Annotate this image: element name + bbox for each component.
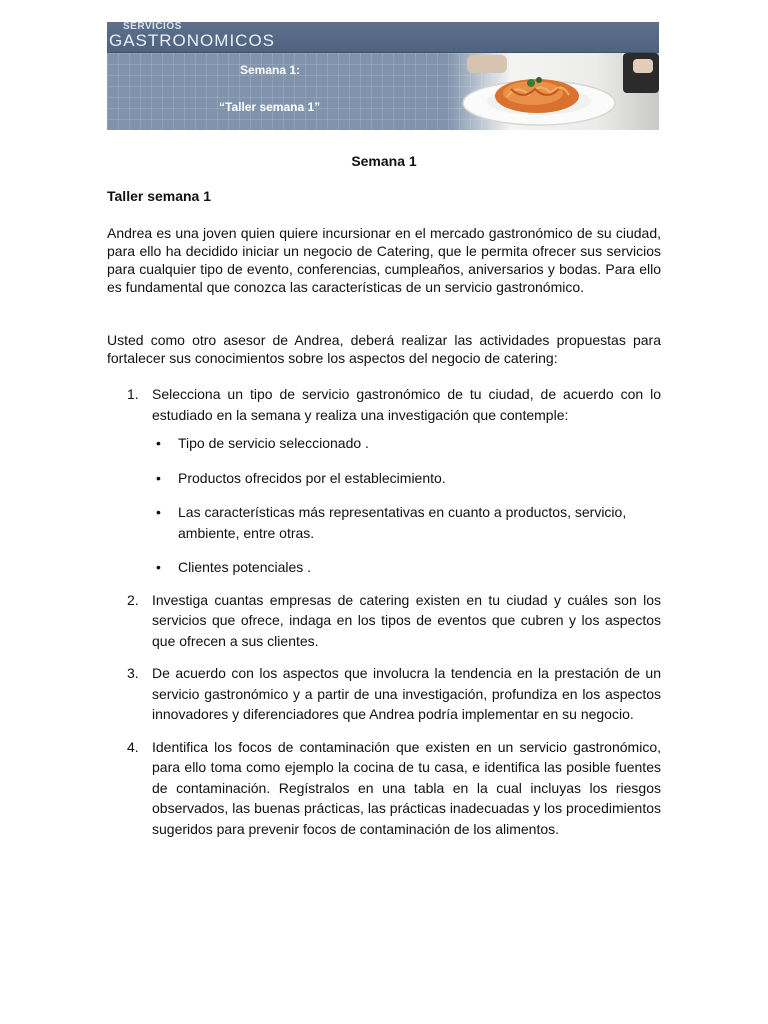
bullet-text: Clientes potenciales .	[178, 559, 312, 575]
brand-logo-top: SERVICIOS	[123, 22, 182, 32]
bullet-icon: •	[156, 559, 161, 575]
intro-paragraph: Andrea es una joven quien quiere incursionar en el mercado gastronómico de su ciudad, para ello ha decidido iniciar un negocio de Catering, que le permita ofrecer sus servicios para cualquier tipo de evento, conferencias, cumpleaños, aniversarios y bodas. Para ello es fundamental que conozca las características de un servicio gastronómico.	[107, 225, 661, 295]
task-number: 4.	[127, 738, 139, 755]
bullet-icon: •	[156, 504, 161, 520]
bullet-icon: •	[156, 435, 161, 451]
bullet-text: Productos ofrecidos por el establecimiento.	[178, 469, 446, 486]
task-text: De acuerdo con los aspectos que involucra la tendencia en la prestación de un servicio gastronómico y a partir de una investigación, profundiza en los aspectos innovadores y diferenciadores que Andrea podría implementar en su negocio.	[152, 665, 661, 722]
bullet-item	[152, 468, 661, 489]
bullet-item	[152, 502, 661, 543]
bullet-text: Tipo de servicio seleccionado .	[178, 435, 369, 451]
bullet-icon: •	[156, 469, 161, 486]
list-item	[107, 737, 661, 840]
bullet-item	[152, 557, 661, 578]
banner-hero	[107, 53, 659, 130]
brand-bar	[107, 22, 659, 53]
bullet-text: Las características más representativas en cuanto a productos, servicio, ambiente, entre otras.	[178, 504, 627, 541]
banner-title: Semana 1:	[240, 63, 301, 77]
task-text: Selecciona un tipo de servicio gastronómico de tu ciudad, de acuerdo con lo estudiado en la semana y realiza una investigación que contemple:	[152, 386, 661, 423]
list-item	[107, 590, 661, 652]
task-number: 1.	[127, 386, 139, 402]
banner-subtitle: “Taller semana 1”	[219, 100, 321, 114]
section-title: Taller semana 1	[107, 188, 212, 204]
pasta-plate-icon	[447, 53, 659, 130]
task-list	[107, 384, 661, 851]
brand-logo-main: GASTRONOMICOS	[109, 31, 276, 50]
task-number: 2.	[127, 591, 139, 608]
list-item	[107, 384, 661, 578]
task-text: Investiga cuantas empresas de catering existen en tu ciudad y cuáles son los servicios que ofrece, indaga en los tipos de eventos que cubren y los aspectos que ofrecen a sus clientes.	[152, 591, 661, 649]
bullet-item	[152, 433, 661, 454]
header-banner	[107, 22, 659, 130]
document-title: Semana 1	[351, 153, 417, 169]
instructions-paragraph: Usted como otro asesor de Andrea, deberá realizar las actividades propuestas para fortalecer sus conocimientos sobre los aspectos del negocio de catering:	[107, 332, 661, 366]
task-bullets	[152, 433, 661, 578]
task-number: 3.	[127, 665, 139, 681]
list-item	[107, 663, 661, 725]
task-text: Identifica los focos de contaminación que existen en un servicio gastronómico, para ello toma como ejemplo la cocina de tu casa, e identifica las posible fuentes de contaminación. Regístralos en una tabla en la cual incluyas los riesgos observados, las buenas prácticas, las prácticas inadecuadas y los procedimientos sugeridos para prevenir focos de contaminación de los alimentos.	[152, 738, 661, 837]
pasta-plate-photo	[447, 53, 659, 130]
